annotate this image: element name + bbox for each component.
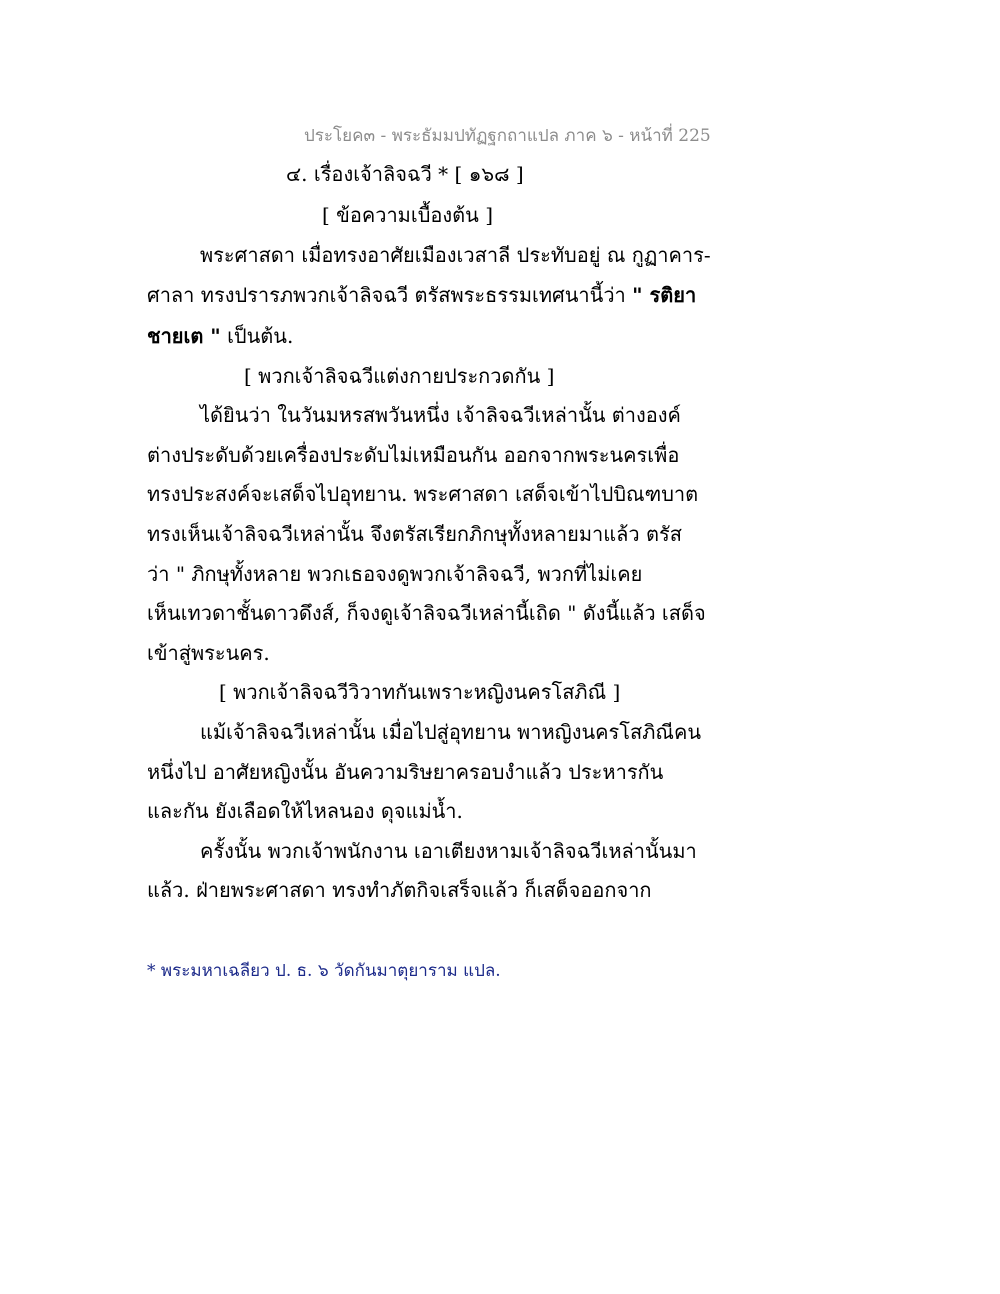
section-heading-dress: [ พวกเจ้าลิจฉวีแต่งกายประกวดกัน ] bbox=[244, 364, 555, 388]
para2-line7: เข้าสู่พระนคร. bbox=[147, 641, 270, 665]
para1-line3 bbox=[147, 322, 293, 350]
para1-line2 bbox=[147, 281, 696, 309]
para4-line1: ครั้งนั้น พวกเจ้าพนักงาน เอาเตียงหามเจ้าลิจฉวีเหล่านั้นมา bbox=[200, 839, 697, 863]
para3-line1: แม้เจ้าลิจฉวีเหล่านั้น เมื่อไปสู่อุทยาน พาหญิงนครโสภิณีคน bbox=[200, 720, 701, 744]
para3-line3: และกัน ยังเลือดให้ไหลนอง ดุจแม่น้ำ. bbox=[147, 799, 463, 823]
para2-line4: ทรงเห็นเจ้าลิจฉวีเหล่านั้น จึงตรัสเรียกภิกษุทั้งหลายมาแล้ว ตรัส bbox=[147, 522, 682, 546]
para1-line1: พระศาสดา เมื่อทรงอาศัยเมืองเวสาลี ประทับอยู่ ณ กูฏาคาร- bbox=[200, 243, 711, 267]
para3-line2: หนึ่งไป อาศัยหญิงนั้น อันความริษยาครอบงำแล้ว ประหารกัน bbox=[147, 760, 664, 784]
footnote: * พระมหาเฉลียว ป. ธ. ๖ วัดกันมาตุยาราม แปล. bbox=[147, 961, 501, 981]
para2-line6: เห็นเทวดาชั้นดาวดึงส์, ก็จงดูเจ้าลิจฉวีเหล่านี้เถิด " ดังนี้แล้ว เสด็จ bbox=[147, 601, 706, 625]
para1-line3-text: เป็นต้น. bbox=[220, 324, 294, 348]
para2-line1: ได้ยินว่า ในวันมหรสพวันหนึ่ง เจ้าลิจฉวีเหล่านั้น ต่างองค์ bbox=[200, 403, 681, 427]
running-head: ประโยค๓ - พระธัมมปทัฏฐกถาแปล ภาค ๖ - หน้าที่ 225 bbox=[304, 126, 711, 146]
para4-line2: แล้ว. ฝ่ายพระศาสดา ทรงทำภัตกิจเสร็จแล้ว ก็เสด็จออกจาก bbox=[147, 878, 652, 902]
story-title: ๔. เรื่องเจ้าลิจฉวี * [ ๑๖๘ ] bbox=[286, 162, 524, 186]
quote-term-end: ชายเต " bbox=[147, 324, 221, 348]
para2-line3: ทรงประสงค์จะเสด็จไปอุทยาน. พระศาสดา เสด็จเข้าไปบิณฑบาต bbox=[147, 482, 699, 506]
para2-line2: ต่างประดับด้วยเครื่องประดับไม่เหมือนกัน ออกจากพระนครเพื่อ bbox=[147, 443, 680, 467]
para1-line2-text: ศาลา ทรงปรารภพวกเจ้าลิจฉวี ตรัสพระธรรมเทศนานี้ว่า bbox=[147, 283, 633, 307]
para2-line5: ว่า " ภิกษุทั้งหลาย พวกเธอจงดูพวกเจ้าลิจฉวี, พวกที่ไม่เคย bbox=[147, 562, 643, 586]
quote-term-start: " รติยา bbox=[632, 283, 697, 307]
section-heading-opening: [ ข้อความเบื้องต้น ] bbox=[322, 203, 493, 227]
section-heading-quarrel: [ พวกเจ้าลิจฉวีวิวาทกันเพราะหญิงนครโสภิณี ] bbox=[219, 680, 621, 704]
